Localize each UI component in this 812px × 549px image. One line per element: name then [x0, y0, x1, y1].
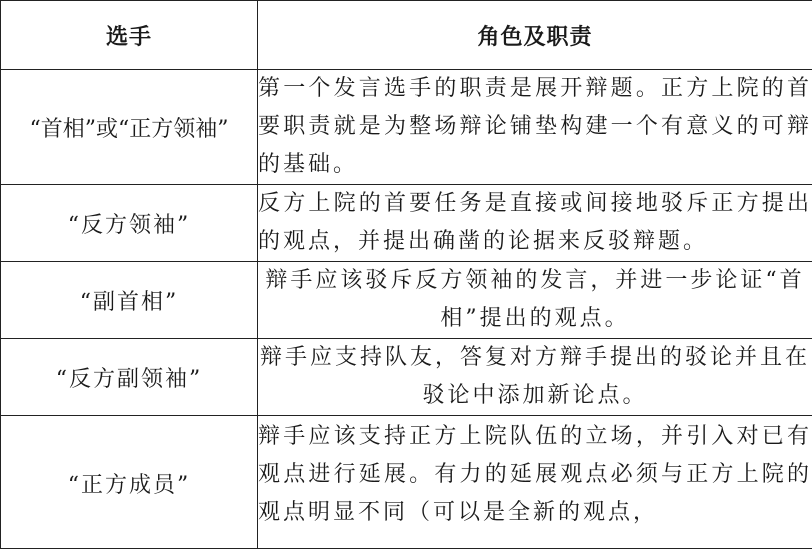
- duty-cell: 辩手应该支持正方上院队伍的立场，并引入对已有观点进行延展。有力的延展观点必须与正方上院的观点明显不同（可以是全新的观点，: [258, 416, 812, 549]
- player-cell: “反方领袖”: [1, 185, 258, 262]
- table-header-row: [1, 1, 812, 70]
- table-row: [1, 339, 812, 416]
- player-cell: “正方成员”: [1, 416, 258, 549]
- player-cell: “首相”或“正方领袖”: [1, 70, 258, 185]
- table-row: [1, 416, 812, 549]
- table-row: [1, 70, 812, 185]
- duty-cell: 辩手应支持队友，答复对方辩手提出的驳论并且在驳论中添加新论点。: [258, 339, 812, 416]
- table-row: [1, 262, 812, 339]
- table-row: [1, 185, 812, 262]
- player-cell: “反方副领袖”: [1, 339, 258, 416]
- header-role: 角色及职责: [258, 1, 812, 70]
- header-player: 选手: [1, 1, 258, 70]
- duty-cell: 反方上院的首要任务是直接或间接地驳斥正方提出的观点，并提出确凿的论据来反驳辩题。: [258, 185, 812, 262]
- duty-cell: 辩手应该驳斥反方领袖的发言，并进一步论证“首相”提出的观点。: [258, 262, 812, 339]
- duty-cell: 第一个发言选手的职责是展开辩题。正方上院的首要职责就是为整场辩论铺垫构建一个有意义的可辩的基础。: [258, 70, 812, 185]
- player-cell: “副首相”: [1, 262, 258, 339]
